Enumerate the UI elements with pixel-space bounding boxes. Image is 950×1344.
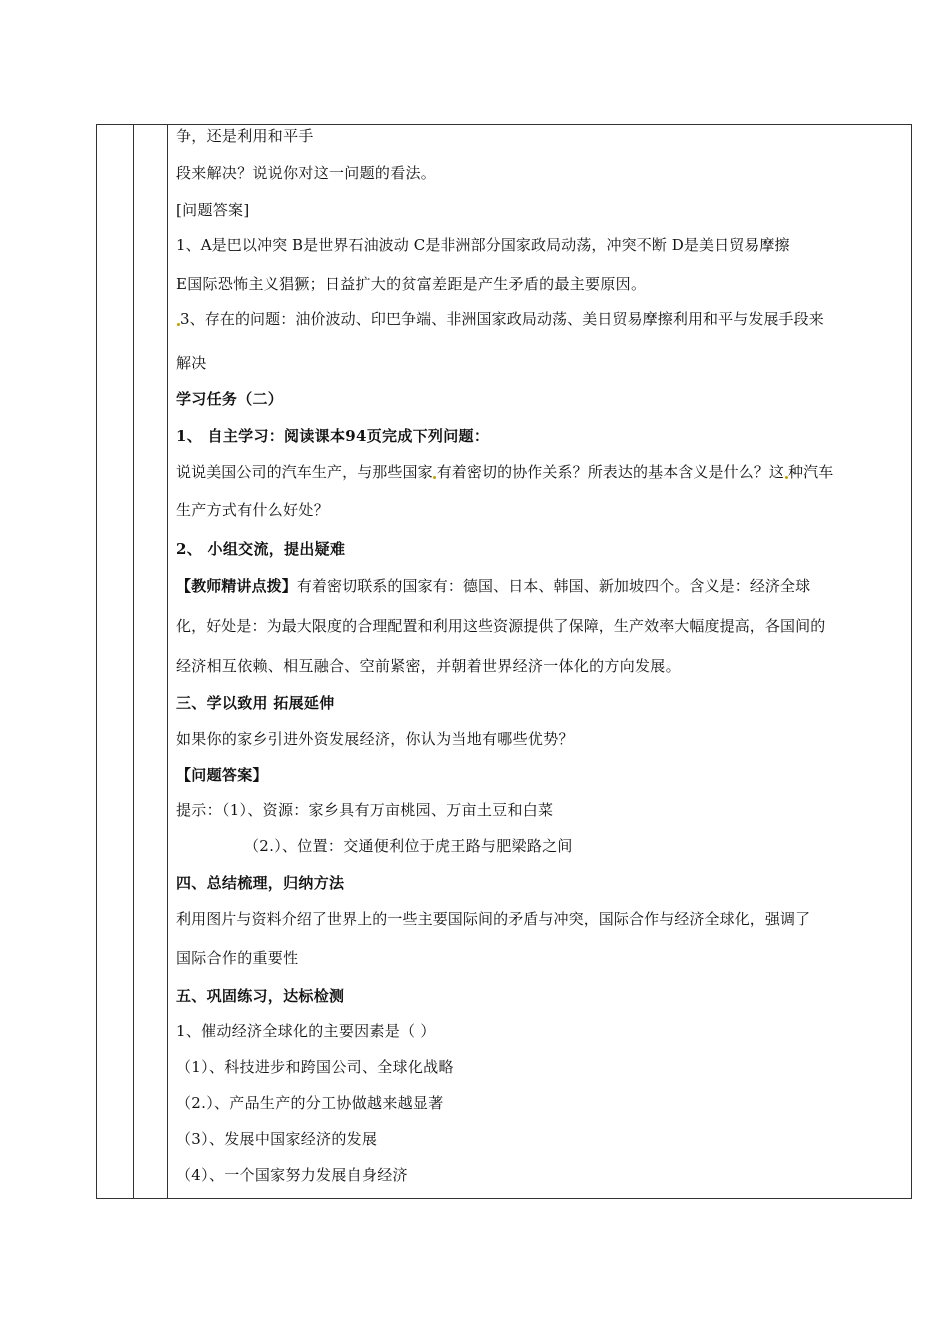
text-line: 3、存在的问题：油价波动、印巴争端、非洲国家政局动荡、美日贸易摩擦利用和平与发展手段来 [176, 310, 824, 328]
text-line: 化，好处是：为最大限度的合理配置和利用这些资源提供了保障，生产效率大幅度提高，各国间的 [176, 617, 826, 635]
text-line: 说说美国公司的汽车生产，与那些国家 有着密切的协作关系？所表达的基本含义是什么？这 种汽车 [176, 463, 834, 481]
text-line: 【教师精讲点拨】有着密切联系的国家有：德国、日本、韩国、新加坡四个。含义是：经济全球 [176, 577, 811, 595]
text-line: （3）、发展中国家经济的发展 [176, 1130, 378, 1148]
section-heading: 三、学以致用 拓展延伸 [176, 694, 335, 712]
text-line: E国际恐怖主义猖獗；日益扩大的贫富差距是产生矛盾的最主要原因。 [176, 275, 647, 293]
text-line: （4）、一个国家努力发展自身经济 [176, 1166, 408, 1184]
text-line: 国际合作的重要性 [176, 949, 299, 967]
section-heading: 学习任务（二） [176, 390, 284, 408]
text-line: 经济相互依赖、相互融合、空前紧密，并朝着世界经济一体化的方向发展。 [176, 657, 681, 675]
text-line: 争，还是利用和平手 [176, 127, 314, 145]
text-line: 生产方式有什么好处？ [176, 501, 330, 519]
text-line: （1）、科技进步和跨国公司、全球化战略 [176, 1058, 454, 1076]
text-line: 【问题答案】 [176, 766, 268, 784]
text-line: 如果你的家乡引进外资发展经济，你认为当地有哪些优势？ [176, 730, 574, 748]
column-divider [133, 125, 134, 1198]
column-divider [167, 125, 168, 1198]
text-line: [问题答案] [176, 201, 250, 219]
text-line: 利用图片与资料介绍了世界上的一些主要国际间的矛盾与冲突，国际合作与经济全球化，强调了 [176, 910, 811, 928]
text-line: 解决 [176, 354, 207, 372]
section-heading: 2、 小组交流，提出疑难 [176, 540, 346, 558]
text-line: 1、 自主学习：阅读课本94页完成下列问题： [176, 427, 490, 445]
text-line: 段来解决？说说你对这一问题的看法。 [176, 164, 437, 182]
text-line: 1、A是巴以冲突 B是世界石油波动 C是非洲部分国家政局动荡，冲突不断 D是美日贸易摩擦 [176, 236, 790, 254]
text-line: （2.）、位置：交通便利位于虎王路与肥梁路之间 [244, 837, 573, 855]
section-heading: 五、巩固练习，达标检测 [176, 987, 345, 1005]
text-line: （2.）、产品生产的分工协做越来越显著 [176, 1094, 444, 1112]
text-line: 1、催动经济全球化的主要因素是（ ） [176, 1022, 436, 1040]
section-heading: 四、总结梳理，归纳方法 [176, 874, 345, 892]
text-line: 提示：（1）、资源：家乡具有万亩桃园、万亩土豆和白菜 [176, 801, 554, 819]
